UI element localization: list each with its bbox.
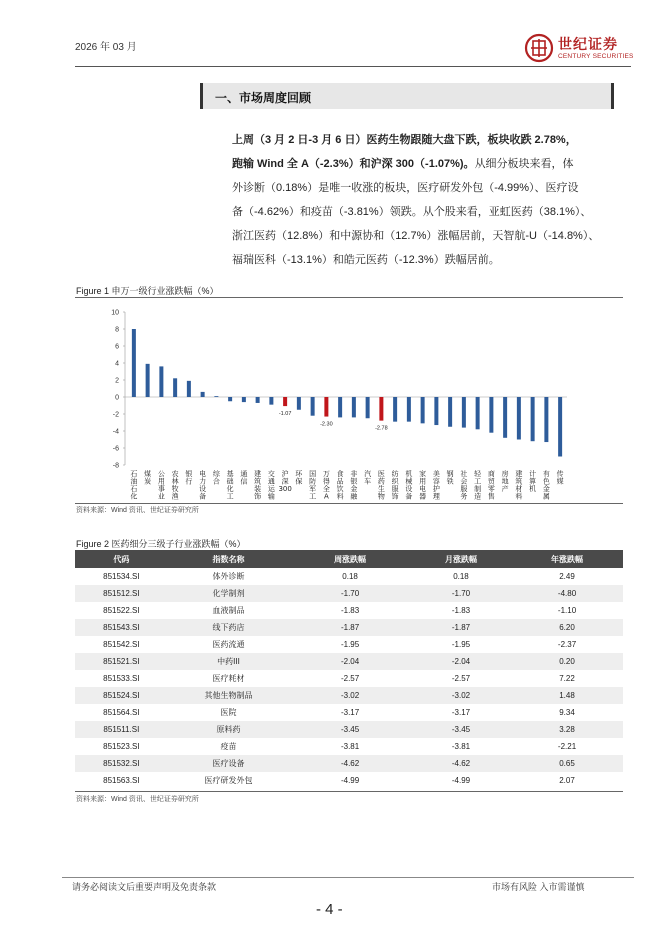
col-yearly-change: 年涨跌幅 [511, 550, 623, 568]
cell-index-name: 血液制品 [212, 606, 245, 615]
table-row [75, 653, 623, 670]
cell-weekly: -3.02 [289, 687, 411, 704]
category-label: 石油石化 [130, 470, 138, 501]
bar-value-label: -1.07 [278, 411, 292, 418]
bar-12 [297, 397, 301, 410]
cell-weekly: 0.18 [342, 572, 358, 581]
cell-monthly: -1.87 [411, 619, 511, 636]
cell-index-name: 疫苗 [220, 742, 237, 751]
figure1-top-rule [75, 297, 623, 298]
cell-index-name: 化学制剂 [168, 585, 290, 602]
bar-20 [407, 397, 411, 422]
cell-weekly: -3.45 [289, 721, 411, 738]
table-row [75, 602, 623, 619]
category-label: 通信 [240, 470, 248, 486]
cell-yearly: 9.34 [559, 708, 575, 717]
cell-code: 851523.SI [103, 742, 140, 751]
table-row [75, 585, 623, 602]
figure1-title: Figure 1 申万一级行业涨跌幅（%） [76, 286, 219, 296]
bar-26 [489, 397, 493, 433]
bar-7 [228, 397, 232, 401]
cell-monthly: -3.02 [411, 687, 511, 704]
bar-10 [269, 397, 273, 405]
category-label: 机械设备 [405, 470, 413, 501]
logo-text: 世纪证券 [558, 36, 618, 52]
industry-bar-chart [75, 300, 623, 504]
col-weekly-change: 周涨跌幅 [289, 550, 411, 568]
bar-14 [324, 397, 328, 417]
y-tick-label: -4 [112, 428, 119, 436]
cell-weekly: -1.87 [289, 619, 411, 636]
cell-yearly: 3.28 [511, 721, 623, 738]
cell-code: 851512.SI [75, 585, 168, 602]
figure1-source: 资料来源：Wind 资讯、世纪证券研究所 [76, 507, 199, 514]
cell-weekly: -3.81 [340, 742, 360, 751]
category-label: 汽车 [364, 470, 372, 486]
table-row [75, 738, 623, 755]
cell-yearly: 0.65 [511, 755, 623, 772]
cell-weekly: -2.04 [289, 653, 411, 670]
category-label: 国防军工 [309, 470, 317, 501]
category-label: 食品饮料 [336, 470, 344, 501]
table-row [75, 704, 623, 721]
company-logo-icon [524, 33, 554, 63]
bar-value-label: -2.30 [320, 421, 333, 428]
bar-2 [159, 366, 163, 397]
bar-19 [393, 397, 397, 422]
category-label: 建筑装饰 [254, 470, 262, 501]
cell-monthly: -3.81 [451, 742, 471, 751]
summary-text-2: 从细分板块来看，体 [474, 158, 574, 170]
summary-text-5: 浙江医药（12.8%）和中源协和（12.7%）涨幅居前，天智航-U（-14.8%）、 [232, 230, 600, 242]
footer-divider [62, 877, 634, 878]
cell-monthly: 0.18 [453, 572, 469, 581]
figure2-source: 资料来源：Wind 资讯、世纪证券研究所 [76, 796, 199, 803]
bar-22 [434, 397, 438, 425]
y-tick-label: -6 [112, 445, 119, 453]
report-date: 2026 年 03 月 [75, 42, 137, 53]
summary-bold-2: 跑输 Wind 全 A（-2.3%）和沪深 300（-1.07%)。 [232, 158, 475, 170]
category-label: 非银金融 [350, 470, 358, 501]
bar-25 [476, 397, 480, 429]
cell-yearly: 7.22 [559, 674, 575, 683]
cell-yearly: -2.37 [557, 640, 577, 649]
cell-index-name: 原料药 [168, 721, 290, 738]
category-label: 有色金属 [542, 470, 550, 501]
footer-risk-notice: 市场有风险 入市需谨慎 [492, 882, 585, 892]
category-label: 交通运输 [267, 470, 275, 501]
y-tick-label: -8 [112, 462, 119, 470]
table-row [75, 619, 623, 636]
cell-monthly: -1.95 [451, 640, 471, 649]
cell-monthly: -1.70 [411, 585, 511, 602]
category-label: 轻工制造 [474, 470, 482, 501]
cell-code: 851533.SI [103, 674, 140, 683]
cell-monthly: -2.04 [411, 653, 511, 670]
cell-yearly: 2.49 [559, 572, 575, 581]
cell-weekly: -1.83 [340, 606, 360, 615]
bar-30 [544, 397, 548, 442]
summary-text-6: 福瑞医科（-13.1%）和皓元医药（-12.3%）跌幅居前。 [232, 254, 500, 266]
page-number: - 4 - [316, 901, 343, 918]
bar-11 [283, 397, 287, 406]
cell-weekly: -4.62 [289, 755, 411, 772]
section-title: 一、市场周度回顾 [215, 91, 312, 105]
category-label: 沪深 300 [278, 470, 292, 493]
summary-bold-1: 上周（3 月 2 日-3 月 6 日）医药生物跟随大盘下跌，板块收跌 2.78%， [232, 134, 577, 146]
cell-monthly: -2.57 [451, 674, 471, 683]
bar-27 [503, 397, 507, 438]
y-tick-label: 2 [115, 377, 119, 385]
category-label: 房地产 [501, 470, 509, 493]
y-tick-label: 8 [115, 326, 119, 334]
cell-weekly: -4.99 [340, 776, 360, 785]
cell-code: 851534.SI [103, 572, 140, 581]
cell-index-name: 医疗设备 [168, 755, 290, 772]
bar-6 [214, 396, 218, 397]
subindustry-table [75, 550, 623, 789]
section-header [200, 83, 614, 109]
cell-index-name: 医疗研发外包 [204, 776, 253, 785]
figure2-bottom-rule [75, 791, 623, 792]
category-label: 纺织服饰 [391, 470, 399, 501]
bar-17 [366, 397, 370, 418]
cell-code: 851524.SI [75, 687, 168, 704]
cell-monthly: -4.99 [451, 776, 471, 785]
bar-13 [311, 397, 315, 416]
y-tick-label: 4 [115, 360, 119, 368]
category-label: 电力设备 [199, 470, 207, 501]
cell-code: 851532.SI [75, 755, 168, 772]
col-code: 代码 [75, 550, 168, 568]
bar-24 [462, 397, 466, 428]
category-label: 煤炭 [144, 470, 152, 486]
bar-3 [173, 378, 177, 397]
bar-23 [448, 397, 452, 427]
bar-4 [187, 381, 191, 397]
summary-text-3: 外诊断（0.18%）是唯一收涨的板块，医疗研发外包（-4.99%）、医疗设 [232, 182, 579, 194]
footer-disclaimer: 请务必阅读文后重要声明及免责条款 [72, 882, 217, 892]
table-row [75, 687, 623, 704]
category-label: 计算机 [529, 470, 537, 493]
bar-18 [379, 397, 383, 421]
figure1-bottom-rule [75, 503, 623, 504]
table-row [75, 670, 623, 687]
cell-code: 851521.SI [75, 653, 168, 670]
cell-index-name: 医疗耗材 [212, 674, 245, 683]
y-tick-label: 6 [115, 343, 119, 351]
cell-weekly: -3.17 [340, 708, 360, 717]
category-label: 环保 [295, 470, 303, 486]
bar-8 [242, 397, 246, 402]
category-label: 传媒 [556, 470, 564, 486]
y-tick-label: 10 [111, 309, 119, 317]
cell-yearly: 0.20 [511, 653, 623, 670]
bar-28 [517, 397, 521, 440]
cell-code: 851542.SI [103, 640, 140, 649]
bar-29 [531, 397, 535, 441]
category-label: 钢铁 [446, 470, 454, 486]
category-label: 银行 [185, 470, 193, 486]
bar-21 [421, 397, 425, 423]
cell-weekly: -1.70 [289, 585, 411, 602]
bar-16 [352, 397, 356, 417]
cell-yearly: -2.21 [557, 742, 577, 751]
bar-31 [558, 397, 562, 457]
category-label: 万得全 A [322, 470, 330, 501]
category-label: 家用电器 [419, 470, 427, 501]
bar-1 [146, 364, 150, 397]
cell-monthly: -4.62 [411, 755, 511, 772]
category-label: 农林牧渔 [171, 470, 179, 501]
bar-5 [201, 392, 205, 397]
table-row [75, 772, 623, 789]
y-tick-label: 0 [115, 394, 119, 402]
cell-code: 851522.SI [103, 606, 140, 615]
cell-index-name: 中药III [168, 653, 290, 670]
cell-yearly: -1.10 [557, 606, 577, 615]
cell-code: 851563.SI [103, 776, 140, 785]
cell-weekly: -1.95 [340, 640, 360, 649]
logo-subtitle: CENTURY SECURITIES [558, 53, 634, 60]
summary-paragraph [232, 128, 632, 272]
category-label: 综合 [212, 470, 220, 486]
table-row [75, 755, 623, 772]
cell-code: 851511.SI [75, 721, 168, 738]
cell-yearly: -4.80 [511, 585, 623, 602]
bar-9 [256, 397, 260, 403]
bar-15 [338, 397, 342, 417]
cell-code: 851564.SI [103, 708, 140, 717]
cell-index-name: 医药流通 [212, 640, 245, 649]
summary-text-4: 备（-4.62%）和疫苗（-3.81%）领跌。从个股来看，亚虹医药（38.1%）、 [232, 206, 592, 218]
category-label: 美容护理 [432, 470, 440, 501]
table-row [75, 636, 623, 653]
bar-0 [132, 329, 136, 397]
category-label: 建筑材料 [515, 470, 523, 501]
col-monthly-change: 月涨跌幅 [411, 550, 511, 568]
figure2-title: Figure 2 医药细分三级子行业涨跌幅（%） [76, 539, 246, 549]
category-label: 医药生物 [377, 470, 385, 501]
category-label: 商贸零售 [487, 470, 495, 501]
cell-monthly: -3.45 [411, 721, 511, 738]
cell-index-name: 线下药店 [168, 619, 290, 636]
category-label: 公用事业 [157, 470, 165, 501]
y-tick-label: -2 [112, 411, 119, 419]
cell-monthly: -3.17 [451, 708, 471, 717]
table-row [75, 568, 623, 585]
bar-value-label: -2.78 [375, 425, 388, 432]
table-header-row [75, 550, 623, 568]
header-divider [75, 66, 631, 67]
cell-code: 851543.SI [75, 619, 168, 636]
cell-yearly: 6.20 [511, 619, 623, 636]
cell-index-name: 其他生物制品 [168, 687, 290, 704]
cell-index-name: 体外诊断 [212, 572, 245, 581]
category-label: 社会服务 [460, 470, 468, 501]
cell-monthly: -1.83 [451, 606, 471, 615]
cell-index-name: 医院 [220, 708, 237, 717]
category-label: 基础化工 [226, 470, 234, 501]
table-row [75, 721, 623, 738]
cell-yearly: 1.48 [511, 687, 623, 704]
cell-weekly: -2.57 [340, 674, 360, 683]
col-index-name: 指数名称 [168, 550, 290, 568]
cell-yearly: 2.07 [559, 776, 575, 785]
